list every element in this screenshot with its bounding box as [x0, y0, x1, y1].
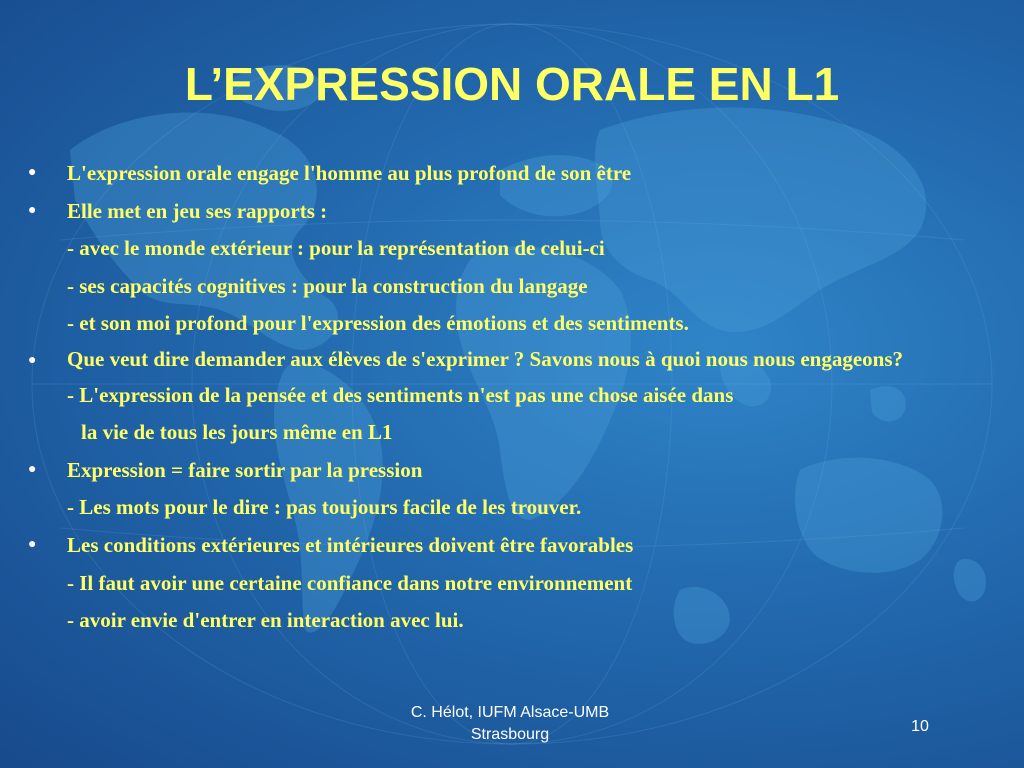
bullet-dot-icon: ● [28, 461, 37, 477]
sub-point [28, 308, 1000, 338]
bullet-point [28, 346, 1000, 372]
footer-author: C. Hélot, IUFM Alsace-UMB [410, 704, 610, 721]
sub-point-text: - L'expression de la pensée et des sentiments n'est pas une chose aisée dans [67, 382, 734, 407]
bullet-text: Les conditions extérieures et intérieures doivent être favorables [67, 532, 634, 557]
sub-point-text: - et son moi profond pour l'expression des émotions et des sentiments. [67, 311, 689, 336]
bullet-dot-icon: ● [28, 202, 37, 218]
bullet-point [28, 196, 1000, 226]
bullet-text: L'expression orale engage l'homme au plus profond de son être [67, 161, 632, 185]
sub-point-continuation [28, 417, 1000, 447]
sub-point-text: la vie de tous les jours même en L1 [81, 420, 393, 445]
sub-point-text: - ses capacités cognitives : pour la construction du langage [67, 273, 588, 298]
bullet-text: Expression = faire sortir par la pression [67, 457, 423, 482]
footer-credit [350, 702, 670, 746]
page-number: 10 [911, 718, 929, 735]
sub-point [28, 605, 1000, 635]
bullet-point [28, 530, 1000, 560]
bullet-dot-icon: ● [28, 352, 37, 368]
sub-point [28, 271, 1000, 301]
sub-point-text: - avoir envie d'entrer en interaction avec lui. [67, 608, 464, 633]
bullet-text: Que veut dire demander aux élèves de s'exprimer ? Savons nous à quoi nous nous engageons? [67, 346, 904, 371]
bullet-point [28, 455, 1000, 485]
bullet-dot-icon: ● [28, 536, 37, 552]
footer-location: Strasbourg [470, 726, 550, 743]
bullet-text: Elle met en jeu ses rapports : [67, 198, 328, 223]
sub-point [28, 492, 1000, 522]
slide-body [28, 158, 1000, 643]
sub-point-text: - Il faut avoir une certaine confiance dans notre environnement [67, 570, 633, 595]
bullet-dot-icon: ● [28, 165, 37, 180]
sub-point [28, 380, 1000, 410]
sub-point-text: - Les mots pour le dire : pas toujours facile de les trouver. [67, 495, 582, 520]
slide-title: L’EXPRESSION ORALE EN L1 [184, 58, 840, 110]
sub-point [28, 568, 1000, 598]
sub-point-text: - avec le monde extérieur : pour la représentation de celui-ci [67, 236, 605, 261]
sub-point [28, 233, 1000, 263]
bullet-point [28, 158, 1000, 188]
